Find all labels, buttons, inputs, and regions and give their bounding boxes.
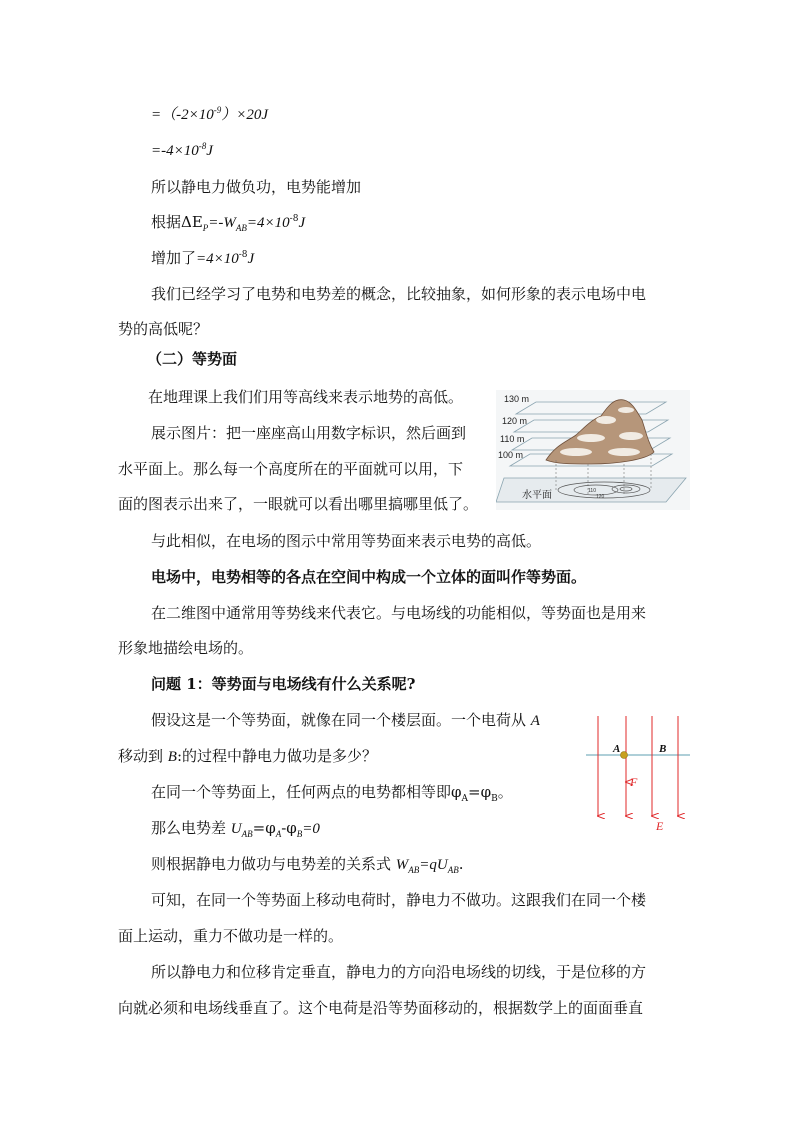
section-heading: （二）等势面 — [147, 350, 238, 368]
paragraph-9-line-2: 面上运动，重力不做功是一样的。 — [118, 927, 344, 945]
equation-line-1: $=(-2\times 10^{-9})\times 20J$ — [151, 105, 269, 123]
contour-mountain-figure — [496, 390, 690, 510]
paragraph-5-line-1: 假设这是一个等势面，就像在同一个楼层面。一个电荷从 A — [151, 711, 540, 729]
question-1: 问题 1：等势面与电场线有什么关系呢? — [151, 675, 416, 693]
label-120m: 120 m — [502, 416, 528, 426]
text-line-3: 所以静电力做负功，电势能增加 — [151, 178, 362, 196]
equation-line-4: 根据$\Delta E_P=-W_{AB}=4\times 10^{-8}J$ — [151, 213, 306, 233]
paragraph-10-line-2: 向就必须和电场线垂直了。这个电荷是沿等势面移动的，根据数学上的面面垂直 — [118, 999, 644, 1017]
paragraph-10-line-1: 所以静电力和位移肯定垂直，静电力的方向沿电场线的切线，于是位移的方 — [151, 963, 647, 981]
paragraph-2-line-1: 展示图片：把一座座高山用数字标识，然后画到 — [151, 424, 467, 442]
paragraph-5-line-2: 移动到 B:的过程中静电力做功是多少？ — [118, 747, 378, 765]
paragraph-3: 与此相似，在电场的图示中常用等势面来表示电势的高低。 — [151, 532, 542, 550]
label-130m: 130 m — [504, 394, 530, 404]
equation-line-2: $=-4\times 10^{-8}J$ — [151, 141, 213, 159]
label-b: B — [659, 743, 667, 755]
equipotential-field-figure — [584, 712, 690, 836]
definition: 电场中，电势相等的各点在空间中构成一个立体的面叫作等势面。 — [151, 568, 587, 586]
label-110m: 110 m — [500, 434, 525, 444]
contour-label-110: 110 — [588, 488, 596, 494]
charge-point-a — [621, 752, 628, 759]
paragraph-4-line-1: 在二维图中通常用等势线来代表它。与电场线的功能相似，等势面也是用来 — [151, 604, 647, 622]
paragraph-6-line-2: 势的高低呢？ — [118, 320, 209, 338]
paragraph-9-line-1: 可知，在同一个等势面上移动电荷时，静电力不做功。这跟我们在同一个楼 — [151, 891, 647, 909]
label-horizontal-plane: 水平面 — [522, 490, 552, 501]
paragraph-8: 则根据静电力做功与电势差的关系式 $W_{AB}=qU_{AB}$. — [151, 855, 464, 875]
label-100m: 100 m — [498, 450, 524, 460]
equation-line-5: 增加了$=4\times 10^{-8}J$ — [151, 249, 255, 267]
paragraph-4-line-2: 形象地描绘电场的。 — [118, 639, 254, 657]
paragraph-6-line-1: 我们已经学习了电势和电势差的概念，比较抽象，如何形象的表示电场中电 — [151, 285, 647, 303]
label-a: A — [613, 743, 621, 755]
paragraph-2-line-3: 面的图表示出来了，一眼就可以看出哪里搞哪里低了。 — [118, 495, 479, 513]
paragraph-7: 那么电势差 $U_{AB}=\varphi_A-\varphi_B=0$ — [151, 819, 320, 839]
paragraph-2-line-2: 水平面上。那么每一个高度所在的平面就可以用，下 — [118, 460, 464, 478]
label-force: F — [630, 775, 638, 789]
contour-label-120: 120 — [596, 494, 605, 500]
paragraph-6: 在同一个等势面上，任何两点的电势都相等即$\varphi_A=\varphi_B$。 — [151, 783, 513, 804]
paragraph-1: 在地理课上我们们用等高线来表示地势的高低。 — [148, 388, 464, 406]
label-field: E — [656, 819, 664, 833]
